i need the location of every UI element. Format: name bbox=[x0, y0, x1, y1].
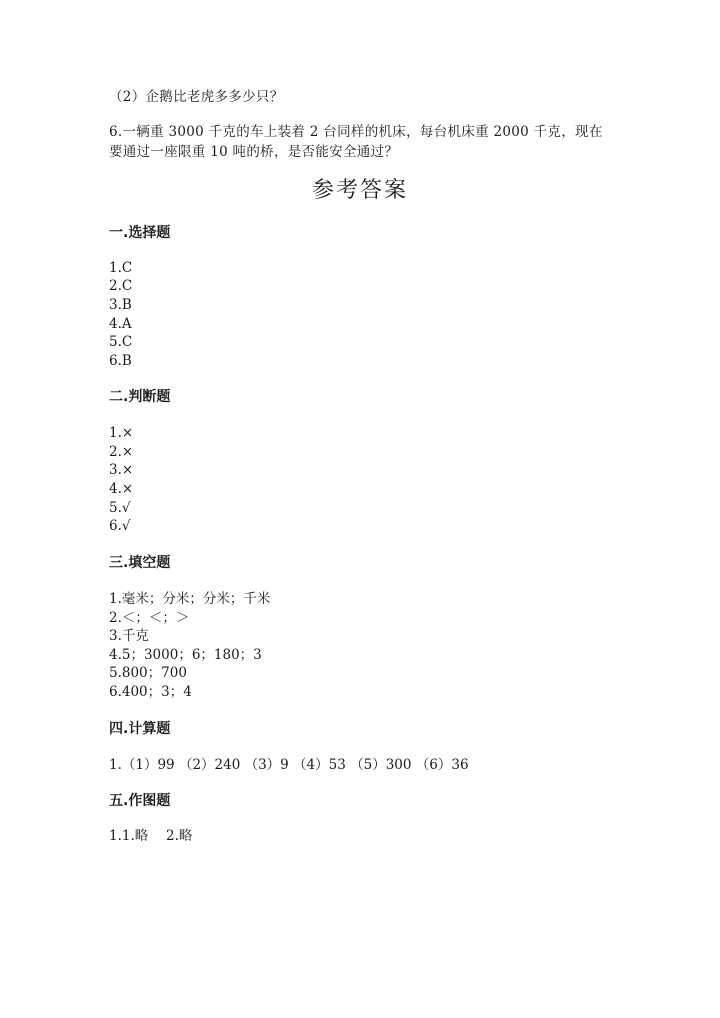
section-heading-drawing: 五.作图题 bbox=[109, 793, 171, 809]
answer-item: 2.＜；＜；＞ bbox=[109, 610, 190, 626]
section-heading-judgment: 二.判断题 bbox=[109, 389, 171, 405]
answer-item: 3.B bbox=[109, 297, 132, 313]
answer-item: 6.B bbox=[109, 353, 132, 369]
answer-item: 4.5；3000；6；180；3 bbox=[109, 647, 262, 663]
answer-item: 1.× bbox=[109, 425, 134, 441]
answer-item: 4.× bbox=[109, 481, 134, 497]
answer-item: 5.C bbox=[109, 334, 133, 350]
answer-item: 2.× bbox=[109, 444, 134, 460]
answer-item: 3.千克 bbox=[109, 628, 149, 644]
question-6-line-2: 要通过一座限重 10 吨的桥，是否能安全通过？ bbox=[109, 144, 399, 160]
answer-item: 4.A bbox=[109, 316, 132, 332]
answer-item: 1.1.略 2.略 bbox=[109, 828, 193, 844]
question-6-line-1: 6.一辆重 3000 千克的车上装着 2 台同样的机床，每台机床重 2000 千克，现在 bbox=[109, 124, 603, 140]
answer-item: 6.√ bbox=[109, 518, 131, 534]
section-heading-choice: 一.选择题 bbox=[109, 225, 171, 241]
answer-item: 3.× bbox=[109, 462, 134, 478]
answer-item: 6.400；3；4 bbox=[109, 684, 192, 700]
answer-item: 5.√ bbox=[109, 500, 131, 516]
answer-item: 5.800；700 bbox=[109, 665, 187, 681]
answer-item: 1.毫米；分米；分米；千米 bbox=[109, 591, 271, 607]
answers-title: 参考答案 bbox=[311, 178, 408, 203]
answer-item: 2.C bbox=[109, 278, 133, 294]
section-heading-calculation: 四.计算题 bbox=[109, 721, 171, 737]
question-5-part-2: （2）企鹅比老虎多多少只？ bbox=[109, 89, 284, 105]
answer-item: 1.（1）99 （2）240 （3）9 （4）53 （5）300 （6）36 bbox=[109, 757, 469, 773]
answer-item: 1.C bbox=[109, 260, 133, 276]
section-heading-fill-blank: 三.填空题 bbox=[109, 555, 171, 571]
